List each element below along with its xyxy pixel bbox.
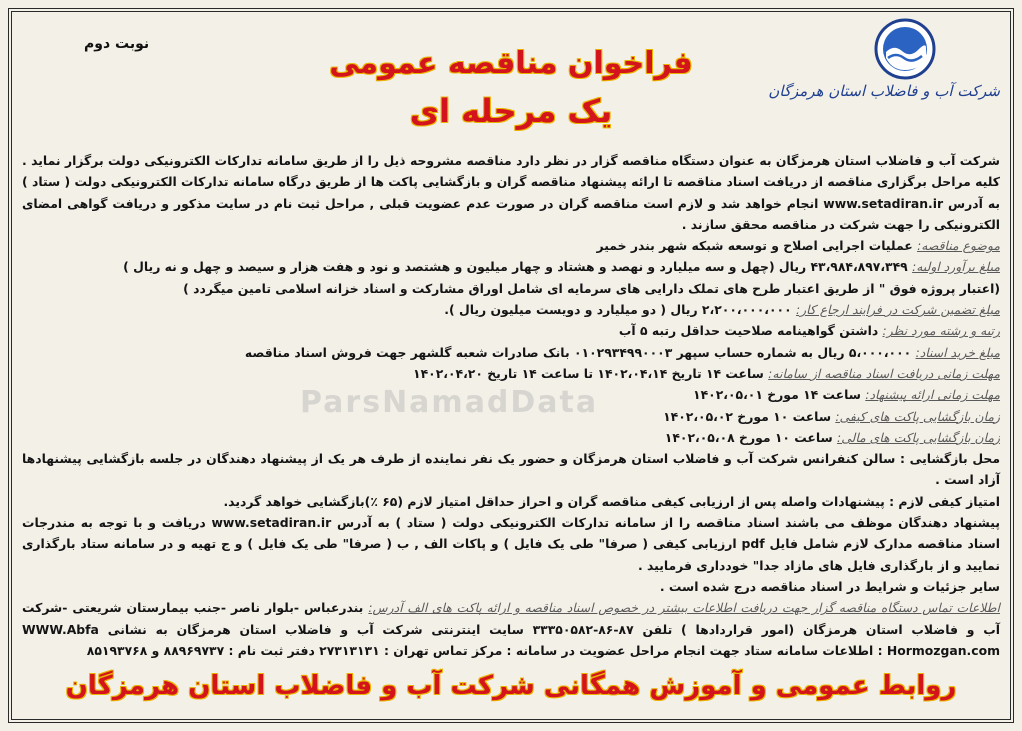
grade-value: داشتن گواهینامه صلاحیت حداقل رتبه ۵ آب — [618, 323, 879, 339]
open-financial-row — [22, 427, 1000, 448]
watermark: ParsNamadData — [300, 385, 599, 420]
estimate-value: ۴۳،۹۸۴،۸۹۷،۳۴۹ ریال (چهل و سه میلیارد و نهصد و هشتاد و چهار میلیون و هشتصد و نود و هفت هزار و سیصد و چهل و نه ریال ) — [123, 259, 908, 275]
submit-value: ساعت ۱۴ مورخ ۱۴۰۲،۰۵،۰۱ — [693, 387, 861, 403]
docs-period-label: مهلت زمانی دریافت اسناد مناقصه از سامانه: — [768, 365, 1000, 381]
round-label: نوبت دوم — [84, 36, 150, 52]
intro-paragraph: شرکت آب و فاضلاب استان هرمزگان به عنوان دستگاه مناقصه گزار در نظر دارد مناقصه مشروحه ذیل را از طریق سامانه تدارکات الکترونیکی دولت برگزار نماید . کلیه مراحل برگزاری مناقصه از دریافت اسناد مناقصه تا ارائه پیشنهاد مناقصه گران و بازگشایی پاکت ها از طریق درگاه سامانه تدارکات الکترونیکی دولت ( ستاد ) به آدرس www.setadiran.ir انجام خواهد شد و لازم است مناقصه گران در صورت عدم عضویت قبلی , مراحل ثبت نام در سایت مذکور و دریافت گواهی امضای الکترونیکی را جهت شرکت در مناقصه محقق سازند . — [22, 153, 1000, 232]
purchase-label: مبلغ خرید اسناد: — [915, 344, 1000, 360]
subject-value: عملیات اجرایی اصلاح و توسعه شبکه شهر بندر خمیر — [596, 238, 913, 254]
open-quality-label: زمان بازگشایی پاکت های کیفی: — [835, 408, 1000, 424]
open-financial-label: زمان بازگشایی پاکت های مالی: — [837, 429, 1000, 445]
grade-row — [22, 320, 1000, 341]
purchase-value: ۵،۰۰۰،۰۰۰ ریال به شماره حساب سپهر ۰۱۰۲۹۳۴۹۹۰۰۰۳ بانک صادرات شعبه گلشهر جهت فروش اسناد مناقصه — [244, 344, 912, 360]
subject-row — [22, 235, 1000, 256]
quality-row: امتیاز کیفی لازم : پیشنهادات واصله پس از ارزیابی کیفی مناقصه گران و احراز حداقل امتیاز لازم (۶۵ ٪)بازگشایی خواهد گردید. — [223, 493, 1000, 509]
subject-label: موضوع مناقصه: — [917, 238, 1000, 254]
grade-label: رتبه و رشته مورد نظر: — [882, 323, 1000, 339]
submit-label: مهلت زمانی ارائه پیشنهاد: — [865, 387, 1000, 403]
open-financial-value: ساعت ۱۰ مورخ ۱۴۰۲،۰۵،۰۸ — [664, 429, 833, 445]
estimate-row — [22, 256, 1000, 277]
funding-row: (اعتبار پروژه فوق " از طریق اعتبار طرح های تملک دارایی های سرمایه ای شامل اوراق مشارکت و اسناد خزانه اسلامی تامین میگردد ) — [183, 280, 1000, 296]
other-row: سایر جزئیات و شرایط در اسناد مناقصه درج شده است . — [659, 578, 1000, 594]
logo-text: شرکت آب و فاضلاب استان هرمزگان — [768, 82, 1000, 100]
footer-signature: روابط عمومی و آموزش همگانی شرکت آب و فاضلاب استان هرمزگان — [65, 671, 957, 701]
contact-value: بندرعباس -بلوار ناصر -جنب بیمارستان شریعتی -شرکت آب و فاضلاب استان هرمزگان (امور قراردادها ) تلفن ۸۷-۸۶-۳۳۳۵۰۵۸۲ سایت اینترنتی شرکت آب و فاضلاب استان هرمزگان به نشانی WWW.Abfa Hormozgan.com : اطلاعات سامانه ستاد جهت انجام مراحل عضویت در سامانه : مرکز تماس تهران : ۲۷۳۱۳۱۳۱ دفتر ثبت نام : ۸۸۹۶۹۷۳۷ و ۸۵۱۹۳۷۶۸ — [22, 600, 1000, 658]
docs-period-value: ساعت ۱۴ تاریخ ۱۴۰۲،۰۴،۱۴ تا ساعت ۱۴ تاریخ ۱۴۰۲،۰۴،۲۰ — [413, 365, 764, 381]
page-subtitle: یک مرحله ای — [409, 92, 613, 130]
contact-label: اطلاعات تماس دستگاه مناقصه گزار جهت دریافت اطلاعات بیشتر در خصوص اسناد مناقصه و ارائه پاکت های الف آدرس: — [368, 600, 1000, 616]
guarantee-row — [22, 299, 1000, 320]
venue-row: محل بازگشایی : سالن کنفرانس شرکت آب و فاضلاب استان هرمزگان و حضور یک نفر نماینده از طرف هر یک از پیشنهاد دهندگان در جلسه بازگشایی پیشنهادها آزاد است . — [22, 451, 1000, 488]
page-title: فراخوان مناقصه عمومی — [329, 46, 693, 81]
contact-row — [22, 597, 1000, 661]
estimate-label: مبلغ برآورد اولیه: — [912, 259, 1000, 275]
bidders-row: پیشنهاد دهندگان موظف می باشند اسناد مناقصه را از سامانه تدارکات الکترونیکی دولت ( ستاد ) به آدرس www.setadiran.ir دریافت و با توجه به مندرجات اسناد مناقصه مدارک لازم شامل فایل pdf ارزیابی کیفی ( صرفا" طی یک فایل ) و پاکات الف , ب ( صرفا" طی یک فایل ) و ج تهیه و در سامانه ستاد بارگذاری نمایید و از بارگذاری فایل های مازاد جدا" خودداری فرمایید . — [22, 515, 1000, 573]
guarantee-label: مبلغ تضمین شرکت در فرایند ارجاع کار: — [796, 302, 1000, 318]
guarantee-value: ۲،۲۰۰،۰۰۰،۰۰۰ ریال ( دو میلیارد و دویست میلیون ریال ). — [444, 302, 792, 318]
open-quality-value: ساعت ۱۰ مورخ ۱۴۰۲،۰۵،۰۲ — [663, 408, 831, 424]
purchase-row — [22, 342, 1000, 363]
docs-period-row — [22, 363, 1000, 384]
